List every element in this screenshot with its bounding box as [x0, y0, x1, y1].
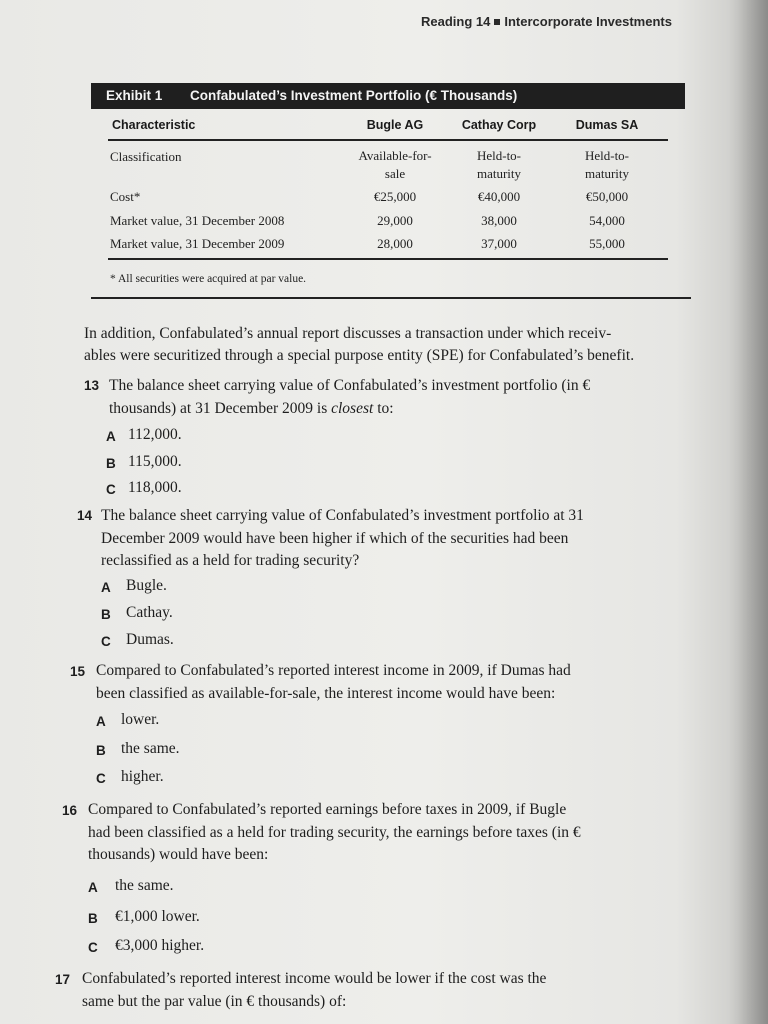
option-letter: B [106, 456, 116, 471]
option-letter: A [106, 429, 116, 444]
question-16-text [88, 799, 581, 867]
option-text: higher. [121, 768, 164, 785]
option-text: the same. [121, 740, 180, 757]
intro-paragraph [84, 323, 700, 367]
option-letter: C [88, 940, 98, 955]
mv-2008-dumas: 54,000 [589, 213, 625, 228]
row-label-cost: Cost* [110, 189, 141, 204]
classification-bugle-line2: sale [384, 166, 406, 181]
question-line: had been classified as a held for trading security, the earnings before taxes (in € [88, 823, 581, 841]
option-text: Bugle. [126, 577, 167, 594]
option-letter: B [96, 743, 106, 758]
square-bullet-icon [494, 19, 500, 25]
classification-dumas-line2: maturity [584, 166, 630, 181]
classification-cathay-line1: Held-to- [476, 148, 522, 163]
exhibit-end-rule [91, 297, 691, 299]
question-number: 14 [77, 508, 93, 523]
column-header-cathay: Cathay Corp [461, 118, 537, 132]
question-line [109, 398, 590, 421]
question-line: same but the par value (in € thousands) of: [82, 992, 347, 1010]
option-text: €3,000 higher. [115, 937, 205, 954]
option-text: Dumas. [126, 631, 174, 648]
question-13-text [109, 375, 590, 420]
classification-bugle [335, 147, 455, 183]
classification-dumas-line1: Held-to- [584, 148, 630, 163]
option-letter: A [96, 714, 106, 729]
question-14-text [101, 505, 584, 573]
cost-bugle: €25,000 [373, 189, 417, 204]
mv-2009-cathay: 37,000 [481, 236, 517, 251]
page-edge-shadow [728, 0, 768, 1024]
question-line: been classified as available-for-sale, the interest income would have been: [96, 684, 556, 702]
column-header-characteristic: Characteristic [112, 118, 196, 132]
question-line: Compared to Confabulated’s reported interest income in 2009, if Dumas had [96, 662, 571, 679]
option-text: lower. [121, 711, 160, 728]
column-header-dumas: Dumas SA [575, 118, 639, 132]
column-header-bugle: Bugle AG [366, 118, 424, 132]
table-header-rule [108, 139, 668, 141]
mv-2008-bugle: 29,000 [377, 213, 413, 228]
table-bottom-rule [108, 258, 668, 260]
cost-dumas: €50,000 [585, 189, 629, 204]
mv-2009-dumas: 55,000 [589, 236, 625, 251]
classification-bugle-line1: Available-for- [358, 148, 432, 163]
option-letter: C [106, 482, 116, 497]
exhibit-title-bar [91, 83, 685, 109]
question-17-text [82, 968, 546, 1013]
classification-label: Classification [110, 149, 182, 164]
question-line: December 2009 would have been higher if which of the securities had been [101, 529, 569, 547]
question-line-part: to: [373, 399, 394, 417]
option-letter: C [96, 771, 106, 786]
running-head [421, 14, 672, 29]
option-letter: B [88, 911, 98, 926]
option-text: €1,000 lower. [115, 908, 200, 925]
option-text: the same. [115, 877, 174, 894]
option-text: 118,000. [128, 479, 182, 496]
question-number: 16 [62, 803, 78, 818]
question-number: 13 [84, 378, 100, 393]
question-line: thousands) would have been: [88, 846, 269, 863]
classification-dumas [552, 147, 662, 183]
option-text: 112,000. [128, 426, 182, 443]
row-label-mv-2009: Market value, 31 December 2009 [110, 236, 285, 251]
exhibit-title: Confabulated’s Investment Portfolio (€ Thousands) [190, 88, 518, 103]
question-line: reclassified as a held for trading security? [101, 552, 360, 569]
mv-2009-bugle: 28,000 [377, 236, 413, 251]
classification-cathay [441, 147, 557, 183]
classification-cathay-line2: maturity [476, 166, 522, 181]
intro-line: In addition, Confabulated’s annual report discusses a transaction under which receiv- [84, 325, 612, 342]
option-text: Cathay. [126, 604, 173, 621]
question-line-part: thousands) at 31 December 2009 is [109, 399, 332, 417]
option-letter: A [88, 880, 98, 895]
table-footnote: * All securities were acquired at par value. [110, 273, 307, 285]
question-number: 15 [70, 664, 86, 679]
question-line: Compared to Confabulated’s reported earnings before taxes in 2009, if Bugle [88, 801, 567, 818]
option-letter: A [101, 580, 111, 595]
running-head-reading: Reading 14 [421, 14, 491, 29]
question-15-text [96, 660, 571, 705]
exhibit-label: Exhibit 1 [106, 88, 163, 103]
row-label-mv-2008: Market value, 31 December 2008 [110, 213, 285, 228]
question-number: 17 [55, 972, 71, 987]
option-text: 115,000. [128, 453, 182, 470]
mv-2008-cathay: 38,000 [481, 213, 517, 228]
option-letter: C [101, 634, 111, 649]
intro-line: ables were securitized through a special purpose entity (SPE) for Confabulated’s benefit. [84, 347, 635, 364]
running-head-title: Intercorporate Investments [504, 14, 672, 29]
question-emphasis: closest [331, 399, 374, 417]
option-letter: B [101, 607, 111, 622]
question-line: Confabulated’s reported interest income would be lower if the cost was the [82, 970, 547, 987]
question-line: The balance sheet carrying value of Confabulated’s investment portfolio (in € [109, 377, 591, 394]
question-line: The balance sheet carrying value of Confabulated’s investment portfolio at 31 [101, 507, 584, 524]
cost-cathay: €40,000 [477, 189, 521, 204]
